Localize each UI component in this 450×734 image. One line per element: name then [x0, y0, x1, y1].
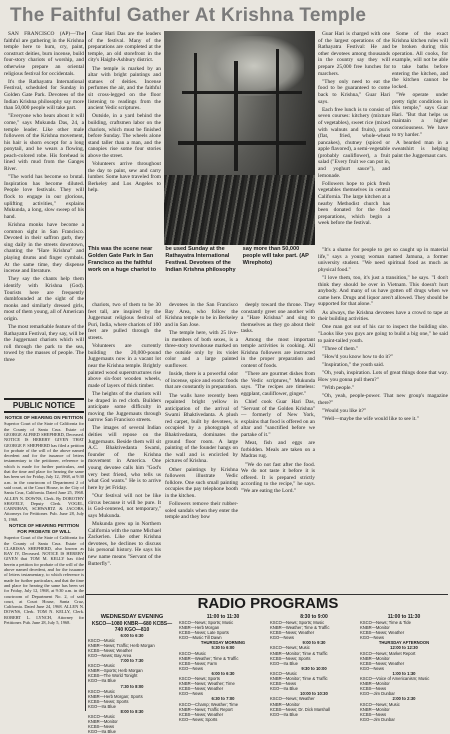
- radio-title: RADIO PROGRAMS: [197, 595, 339, 612]
- photo-mast: [276, 49, 279, 189]
- listing-line: KNBR—Weather; Time & Traffic: [270, 625, 330, 631]
- photo-crowd: [164, 175, 315, 245]
- listing-line: 9:00 to 9:30: [302, 640, 326, 646]
- listing-line: KGO—Jim Dunbar: [360, 691, 395, 697]
- radio-listing: [270, 620, 358, 717]
- paragraph: Mukunda grew up in Northern California with the name Michael Zackerlen. Like other Krishna devotees, he declines to discuss his personal history. He says his new name means "Servant of the Butterfly".: [88, 520, 161, 567]
- paragraph: Guar Hari Das are the leaders of the festival. Many of the preparations are completed at the temple, an old storefront in the city's Haight-Ashbury district.: [88, 31, 161, 64]
- listing-line: 6:00 to 6:30: [120, 632, 144, 638]
- paragraph: "They only need to eat the food to be guaranteed to come back to Krishna," Guar Hari says.: [318, 78, 390, 105]
- listing-line: 9:30 to 10:00: [301, 665, 327, 671]
- notice-body: Superior Court of the State of California for the County of Santa Cruz. Estate of GEORGE ALFRED SHEPHERD, Deceased. NOTICE IS HEREBY GIVEN THAT GEORGE P. SHEPHERD has filed a petition for probate of the will of the above named decedent and for the issuance of letters testamentary to the petitioner, reference to which is made for further particulars, and that the time and place for hearing the same has been set for Friday, July 12, 1968, at 9:30 a.m. in the courtroom of Department 2 of said court, at the Court House, in the City of Santa Cruz, California. Dated June 25, 1968. ALLEN N. DOWNS, Clerk. By DOROTHY SHAVELY, Deputy Clerk. VOGEL, CARNIHAN, SCHWARTZ & JACOBS, Attorneys for Petitioner. Pub. June 28, July 5, 1968.: [4, 421, 84, 522]
- listing-line: KNBR—News; Traffic; Herb Morgan: [88, 642, 155, 648]
- notice-body: Superior Court of the State of California for the County of Santa Cruz. Estate of CLARISSA SHEPHERD, also known as RAY IV, Deceased. NOTICE IS HEREBY GIVEN that TOM M. KELLY has filed herein a petition for probate of the will of the above named decedent, and for the issuance of letters testamentary, to which reference is made for further particulars, and that the time and place for hearing the same has been set for Friday, July 12, 1968, at 9:30 a.m. in the courtroom of Department No. 2, of said court, at Court House, Santa Cruz, California. Dated June 24, 1968. ALLEN N. DOWNS, Clerk. TOM N. KELLY, Clerk. ROBERT L. LYNCH, Attorney for Petitioner. Pub. June 28, July 5, 1968.: [4, 535, 84, 625]
- listing-line: 12:00 to 12:30: [390, 645, 418, 651]
- photo-sky: [204, 36, 304, 96]
- paragraph: "Oh, yeah, inspiration. Lots of great things done that way. How you gonna pull them?": [318, 370, 448, 383]
- photo-beam: [182, 91, 302, 94]
- listing-line: KGO—Jim Dunbar: [360, 716, 395, 722]
- listing-line: KGO—News: [179, 691, 203, 697]
- article-column-8: [318, 247, 448, 594]
- paragraph: The images of several Indian deities will repose on the Juggernauts. Beside them will sit A.C. Bhaktivedanta Swami, founder of the Krishna movement in America. One young devotee calls him "God's very best friend, who tells us what God wants." He is to arrive here by jet Friday.: [88, 425, 161, 491]
- listing-line: THURSDAY MORNING: [200, 640, 246, 646]
- public-notice-header: PUBLIC NOTICE: [4, 398, 84, 413]
- listing-line: KGO—Music Till Dawn: [179, 635, 222, 641]
- radio-stations: KSCO—1080 KNBR—680 KCBS—740 KGO—810: [91, 620, 173, 633]
- paragraph: Outside, in a yard behind the building, craftsmen labor on the chariots, which must be finished before Sunday. The wheels alone stand taller than a man, and the canopies rise some four stories above the street.: [88, 113, 161, 159]
- public-notices: [4, 398, 84, 710]
- paragraph: Krishna monks have become a common sight in San Francisco. Devoted in their saffron garb, they sing daily in the streets downtown, chanting the "Hare Krishna" and playing drums and finger cymbals. At the same time, they dispense incense and literature.: [4, 222, 84, 275]
- listing-line: 5:30 to 6:00: [211, 645, 235, 651]
- column-rule: [85, 31, 86, 711]
- listing-line: KCBS—News; Dr. Dick Marshall: [270, 706, 331, 712]
- radio-listing: [360, 620, 448, 722]
- paragraph: "It's a shame for people to get so caught up in material life," says a young woman named Jamuna, a former university student. "We need spiritual food as much as physical food.": [318, 247, 448, 273]
- radio-programs: [88, 595, 448, 734]
- listing-line: 2:00 to 2:30: [392, 696, 416, 702]
- paragraph: "We operate under pretty tight conditions in this temple," says Guar Hari. "But that helps us maintain a higher consciousness. We have to try harder.": [392, 91, 448, 138]
- listing-line: KSCO—Voice of Americanism; Music: [360, 676, 430, 682]
- listing-line: KGO—Ira Blue: [270, 711, 298, 717]
- article-column-5: [88, 302, 161, 594]
- paragraph: "Would you like it?": [322, 408, 367, 414]
- listing-line: KNBR—Herb Morgan; Sports: [88, 693, 143, 699]
- news-photo: [164, 31, 315, 245]
- notice-1: [4, 415, 84, 522]
- paragraph: "Inspiration," the youth said.: [322, 362, 385, 369]
- paragraph: Other paintings by Krishna followers illustrate Vedic folklore. One such small painting occupies the pay telephone booth in the kitchen.: [165, 466, 238, 499]
- paragraph: "I love them, too, it's just a transition," he says. "I don't think they should be over in Vietnam. This doesn't hurt anybody. And many of us have gotten off drugs when we came here. Drugs and liquor aren't allowed. They should be supported for that alone.": [318, 274, 448, 308]
- headline: The Faithful Gather At Krishna Temple: [10, 5, 367, 26]
- listing-line: KGO—Ira Blue: [270, 686, 298, 692]
- paragraph: The temple is marked by an altar with bright paintings and statues of deities. Incense perfumes the air, and the faithful sit cross-legged on the floor listening to readings from the ancient Vedic scriptures.: [88, 65, 161, 112]
- paragraph: "Oh, yeah, people-power. That new group's magazine there?": [318, 393, 448, 406]
- listing-line: KCBS—News; Weather: [360, 660, 405, 666]
- listing-line: KSCO—News; Time & Tide: [360, 620, 411, 625]
- listing-line: KSCO—Music: [88, 663, 115, 669]
- notice-2: [4, 523, 84, 625]
- listing-line: 6:30 to 7:00: [211, 696, 235, 702]
- listing-line: 8:00 to 8:30: [120, 709, 144, 714]
- paragraph: "Our festival will not be like circus because it will be pure. It is God-centered, not temporary," says Mukunda.: [88, 493, 161, 519]
- listing-line: KSCO—Music: [88, 688, 115, 694]
- paragraph: "Three of them.": [322, 345, 359, 352]
- listing-line: KGO—News: [360, 665, 384, 671]
- listing-line: KNBR—Monitor: [360, 681, 390, 687]
- listing-line: KCBS—News: [270, 681, 297, 687]
- listing-line: KGO—Ira Blue: [88, 729, 116, 734]
- photo-beam: [178, 141, 306, 145]
- listing-line: KSCO—News; Music: [360, 701, 400, 707]
- listing-line: KSCO—Music: [88, 637, 115, 643]
- radio-listing: [179, 620, 267, 722]
- paragraph: SAN FRANCISCO (AP)—The faithful are gathering in the Krishna temple here to hum, cry, paint, construct deities, burn incense, build four-story chariots of worship, and otherwise prepare an oriental religious festival for occidentals.: [4, 31, 84, 77]
- listing-line: KNBR—Monitor: [360, 706, 390, 712]
- listing-line: 10:00 to 10:30: [300, 691, 328, 697]
- paragraph: "How'd you know how to do it?": [322, 353, 393, 360]
- listing-line: KSCO—Music: [179, 650, 206, 656]
- paragraph: Guar Hari is charged with one of the largest operations of the Rathayatra Festival: He and other devotees among thousands in the country say they will prepare 25,000 free lunches for marchers.: [318, 31, 390, 77]
- listing-line: KSCO—Music: [270, 670, 297, 676]
- listing-line: KGO—News; Sports: [179, 716, 218, 722]
- listing-line: KCBS—News; Weather: [179, 686, 224, 692]
- listing-line: 7:30 to 8:00: [120, 683, 144, 689]
- listing-line: KGO—Ira Blue: [88, 703, 116, 709]
- notice-title: NOTICE OF HEARING PETITION FOR PROBATE OF WILL: [9, 523, 79, 534]
- listing-line: KNBR—Herb Morgan: [179, 625, 220, 631]
- radio-time-heading: 8:30 to 9:00: [300, 614, 328, 620]
- listing-line: KCBS—The World Tonight: [88, 673, 138, 679]
- listing-line: KNBR—News; Traffic Report: [179, 706, 233, 712]
- paragraph: "With people.": [322, 385, 355, 392]
- article-column-6: [165, 302, 238, 594]
- listing-line: KGO—News: [179, 665, 203, 671]
- paragraph: Volunteers are currently building the 20,000-pound Juggernauts now in a vacant lot near the Krishna temple. Brightly painted wood superstructures rise above six-foot wooden wheels, made of layers of thick timber.: [88, 343, 161, 389]
- listing-line: 1:00 to 1:30: [392, 670, 416, 676]
- listing-line: KNBR—Monitor: [360, 625, 390, 631]
- listing-line: KCBS—News; Weather: [270, 630, 315, 636]
- listing-line: KCBS—News; Weather: [88, 647, 133, 653]
- listing-line: KCBS—News: [360, 686, 387, 692]
- notice-title: NOTICE OF HEARING ON PETITION: [4, 415, 84, 420]
- listing-line: KGO—News: [270, 635, 294, 641]
- photo-mast: [194, 53, 197, 183]
- radio-column-2: [179, 614, 267, 722]
- paragraph: devotees in the San Francisco Bay Area, who follow the Krishna temple to be in Berkeley and in San Jose.: [165, 302, 238, 328]
- article-column-1: [4, 31, 84, 397]
- listing-line: KNBR—Monitor: [270, 701, 300, 707]
- listing-line: KSCO—News; Sports; Music: [179, 620, 234, 625]
- paragraph: It's the Rathayatra International Festival, scheduled for Sunday in Golden Gate Park. Devotees of the Indian Krishna philosophy say more than 50,000 people will take part.: [4, 78, 84, 112]
- listing-line: KSCO—News; Sports; Music: [270, 620, 325, 625]
- paragraph: "Everyone who hears about it will come," says Mukunda Das, 24, a temple leader. Like other male followers of the Krishna movement, his hair is shorn except for a long ponytail, and he wears a flowing, peach-colored robe. His forehead is lined with mud from the Ganges River.: [4, 113, 84, 173]
- listing-line: KCBS—News; Sports: [88, 698, 129, 704]
- listing-line: KNBR—Monitor; Time & Traffic: [270, 676, 328, 682]
- listing-line: KCBS—News; Late Sports: [179, 630, 229, 636]
- listing-line: KCBS—News: [360, 711, 387, 717]
- paragraph: Some of the exact Krishna kitchen rules will be broken during this operation. All cooks, for example, will not be able to take baths before entering the kitchen, and the kitchen cannot be locked.: [392, 31, 448, 90]
- listing-line: KNBR—Monitor: [360, 655, 390, 661]
- radio-column-1: [88, 614, 176, 734]
- listing-line: KCBS—News; Sports: [270, 655, 311, 661]
- listing-line: KCBS—News; Farm: [179, 660, 218, 666]
- paragraph: One man got out of his car to inspect the building site. "Looks like you guys are going to build a big one," he said to paint-tailed youth.: [318, 324, 448, 344]
- article-column-3: [318, 31, 390, 244]
- paragraph: Meat, fish and eggs are forbidden. Meals are taken on a Madras rug.: [241, 440, 315, 460]
- listing-line: KSCO—News; Music: [270, 645, 310, 651]
- listing-line: KNBR—Monitor: [88, 719, 118, 725]
- listing-line: KGO—News: [360, 635, 384, 641]
- listing-line: KCBS—News; Weather: [360, 630, 405, 636]
- paragraph: Volunteers arrive throughout the day to paint, sew and carry lumber. Some have traveled from Berkeley and Los Angeles to help.: [88, 161, 161, 194]
- article-column-4: [392, 31, 448, 244]
- paragraph: deeply toward the throne. They constantly greet one another with a "Hare Krishna" and sing to themselves as they go about their tasks.: [241, 302, 315, 335]
- paragraph: "Well—maybe the wife would like to see it.": [322, 416, 419, 423]
- radio-column-3: [270, 614, 358, 717]
- listing-line: KCBS—News; Weather: [179, 711, 224, 717]
- listing-line: THURSDAY AFTERNOON: [378, 640, 430, 646]
- listing-line: KSCO—News; Weather: [270, 696, 315, 702]
- paragraph: The walls have recently been repainted bright yellow in anticipation of the arrival of Swami Bhaktivedanta. A plush red carpet, built by devotees, is occupied by a photograph of Bhaktivedanta, dominates the ground floor room. A large painting of the founder hangs on the wall and is encircled by pictures of Krishna.: [165, 392, 238, 465]
- radio-day-heading: WEDNESDAY EVENING: [100, 614, 164, 620]
- listing-line: KSCO—News; Sports: [179, 676, 220, 682]
- paragraph: As always, the Krishna devotees have a crowd to tape at their building activities.: [318, 309, 448, 323]
- article-column-7: [241, 302, 315, 594]
- paragraph: chariots, two of them to be 30 feet tall, are inspired by the Juggernaut religious festival of Puri, India, where chariots of 100 feet are pulled through the streets.: [88, 302, 161, 341]
- paragraph: Followers hope to pick fresh vegetables themselves in central California. The large kitchen at a nearby Methodist church has been donated for the food preparations, which begin a week before the festival.: [318, 180, 390, 227]
- listing-line: KNBR—Weather; Time & Traffic: [179, 655, 239, 661]
- photo-mast: [234, 61, 238, 171]
- listing-line: KNBR—News; Weather; Time: [179, 681, 235, 687]
- paragraph: A bearded man in a sweatshirt is helping paint the Juggernaut cars.: [392, 139, 448, 159]
- radio-time-heading: 11:00 to 11:30: [206, 614, 240, 620]
- paragraph: The most remarkable feature of the Rathayatra Festival, they say, will be the Juggernaut chariots which will roll through the park to the sea, towed by the masses of people. The three: [4, 324, 84, 364]
- photo-caption: This was the scene near Golden Gate Park in San Francisco as the faithful work on a huge chariot to be used Sunday at the Rathayatra International Festival. Devotees of the Indian Krishna philosophy say more than 50,000 people will take part. (AP Wirephoto): [88, 246, 309, 273]
- article-column-2: [88, 31, 161, 229]
- listing-line: KSCO—Champ; Weather; Time: [179, 701, 239, 707]
- listing-line: KSCO—Music: [88, 714, 115, 720]
- listing-line: 7:00 to 7:30: [120, 658, 144, 664]
- listing-line: KNBR—Sports; Herb Morgan: [88, 668, 143, 674]
- listing-line: KGO—News; Bay Area: [88, 652, 132, 658]
- paragraph: "The world has become so brutal. Inspiration has become diluted. People love festivals. They will flock to engage in our glorious, uplifting activities," explains Mukunda, a long, slow sweep of his hand.: [4, 174, 84, 220]
- paragraph: Each free lunch is to consist of seven courses: kitchery (mixture of vegetables), sweet rice (mixed with walnuts and fruits), puris (flat, fried, whole-wheat pancakes), chutney (spiced or apple flavored), a semi-vegetable (probably cauliflower), a fruit salad ("Every fruit we can put in, and yoghurt sauce"), and lemonade.: [318, 106, 390, 179]
- listing-line: KCBS—News: [88, 724, 115, 730]
- radio-column-4: [360, 614, 448, 722]
- radio-time-heading: 11:00 to 11:30: [387, 614, 421, 620]
- paragraph: The heights of the chariots will be draped in red cloth. Builders anticipate some difficulty in moving the Juggernauts through narrow San Francisco streets.: [88, 390, 161, 424]
- paragraph: The temple here, with 25 live-in members of both sexes, is a three-story townhouse marked on the outside only by its violet color and a large painted sunflower.: [165, 329, 238, 369]
- paragraph: "There are gourmet dishes from the Vedic scriptures," Mukunda says. "The recipes are timeless: eggplant, cauliflower, ginger.": [241, 371, 315, 397]
- listing-line: KGO—Ira Blue: [270, 660, 298, 666]
- paragraph: Inside, there is a powerful odor of incense, spice and exotic foods that are constantly in preparation.: [165, 371, 238, 391]
- listing-line: KSCO—News; Market Report: [360, 650, 416, 656]
- listing-line: KNBR—Monitor; Time & Traffic: [270, 650, 328, 656]
- listing-line: 6:00 to 6:30: [211, 670, 235, 676]
- radio-listing: [88, 633, 176, 734]
- paragraph: They say the chants help them identify with Krishna (God). Tourists here are frequently dumbfounded at the sight of the monks and similarly dressed girls, most of them young, all of American origin.: [4, 276, 84, 322]
- paragraph: Followers remove their rubber-soled sandals when they enter the temple and they bow: [165, 501, 238, 521]
- paragraph: "We do not fast after the food. We do not taste it before it is offered. It is prepared strictly according to the recipe," he says. "We are eating the Lord.": [241, 461, 315, 494]
- paragraph: Among the most important temple activities is cooking. All Krishna followers are instructed in the proper preparation and content of foods.: [241, 336, 315, 369]
- paragraph: Chief cook Guar Hari Das, "Servant of the Golden Krishna" — formerly of New York, explains that food is offered on an altar and "sanctified before we partake of it.": [241, 399, 315, 439]
- listing-line: KGO—Ira Blue: [88, 678, 116, 684]
